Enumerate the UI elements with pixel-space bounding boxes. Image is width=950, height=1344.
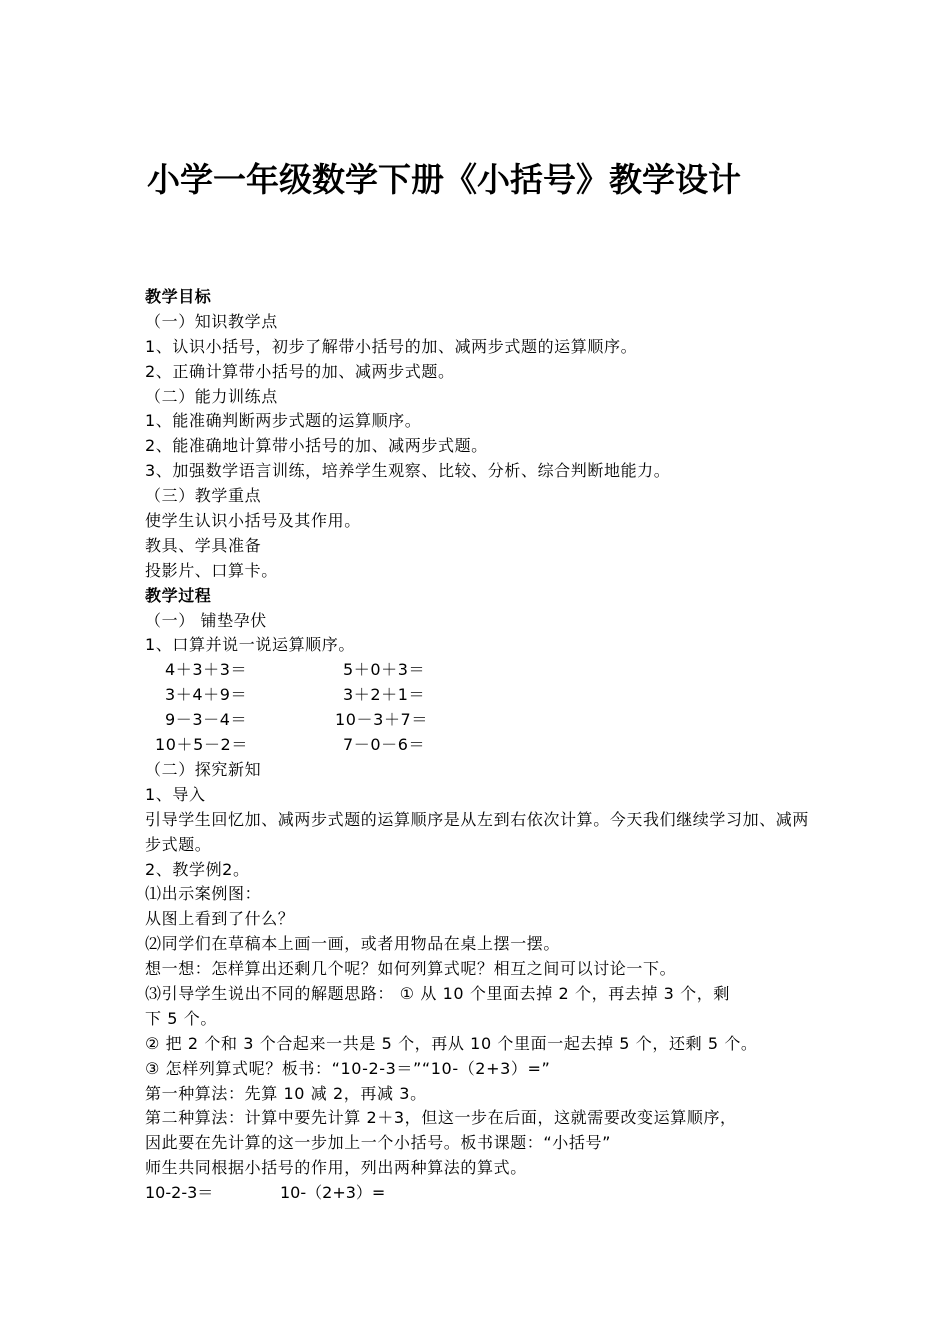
tools-heading: 教具、学具准备 bbox=[145, 535, 262, 555]
knowledge-item: 2、正确计算带小括号的加、减两步式题。 bbox=[145, 361, 455, 381]
formula-b: 10-（2+3）= bbox=[280, 1183, 386, 1203]
equation-row bbox=[145, 708, 815, 733]
summary-text: 师生共同根据小括号的作用，列出两种算法的算式。 bbox=[145, 1158, 527, 1178]
ability-item: 3、加强数学语言训练，培养学生观察、比较、分析、综合判断地能力。 bbox=[145, 461, 671, 481]
intro-text: 引导学生回忆加、减两步式题的运算顺序是从左到右依次计算。今天我们继续学习加、减两步式题。 bbox=[145, 809, 810, 854]
step1-task: 1、口算并说一说运算顺序。 bbox=[145, 635, 355, 655]
idea-line: 下 5 个。 bbox=[145, 1008, 217, 1028]
intro-heading: 1、导入 bbox=[145, 784, 206, 804]
example-heading: 2、教学例2。 bbox=[145, 859, 250, 879]
example-line: 想一想：怎样算出还剩几个呢？如何列算式呢？相互之间可以讨论一下。 bbox=[145, 959, 677, 979]
idea-line: ③ 怎样列算式呢？板书：“10-2-3＝”“10-（2+3）=” bbox=[145, 1058, 551, 1078]
equation-right: 3＋2＋1＝ bbox=[343, 685, 426, 705]
idea-line: ⑶引导学生说出不同的解题思路： ① 从 10 个里面去掉 2 个，再去掉 3 个，剩 bbox=[145, 983, 730, 1003]
equation-right: 10－3＋7＝ bbox=[335, 710, 428, 730]
equation-right: 7－0－6＝ bbox=[343, 735, 426, 755]
process-heading: 教学过程 bbox=[145, 585, 212, 605]
formula-row bbox=[145, 1181, 815, 1206]
example-line: ⑵同学们在草稿本上画一画，或者用物品在桌上摆一摆。 bbox=[145, 934, 561, 954]
equation-table bbox=[145, 658, 815, 758]
goals-heading: 教学目标 bbox=[145, 287, 212, 306]
focus-heading: （三）教学重点 bbox=[145, 486, 262, 506]
formula-a: 10-2-3＝ bbox=[145, 1183, 214, 1203]
method-two: 因此要在先计算的这一步加上一个小括号。板书课题：“小括号” bbox=[145, 1133, 611, 1153]
equation-left: 10＋5－2＝ bbox=[155, 735, 248, 755]
equation-row bbox=[145, 683, 815, 708]
example-line: ⑴出示案例图： bbox=[145, 884, 262, 904]
equation-row bbox=[145, 733, 815, 758]
equation-row bbox=[145, 658, 815, 683]
equation-left: 9－3－4＝ bbox=[165, 710, 248, 730]
document-body bbox=[145, 285, 815, 1206]
equation-left: 4＋3＋3＝ bbox=[165, 660, 248, 680]
step1-heading: （一） 铺垫孕伏 bbox=[145, 610, 267, 630]
page-title: 小学一年级数学下册《小括号》教学设计 bbox=[147, 160, 741, 199]
step2-heading: （二）探究新知 bbox=[145, 759, 262, 779]
equation-right: 5＋0＋3＝ bbox=[343, 660, 426, 680]
ability-item: 2、能准确地计算带小括号的加、减两步式题。 bbox=[145, 436, 488, 456]
ability-heading: （二）能力训练点 bbox=[145, 386, 278, 406]
method-two: 第二种算法：计算中要先计算 2＋3，但这一步在后面，这就需要改变运算顺序， bbox=[145, 1108, 737, 1128]
ability-item: 1、能准确判断两步式题的运算顺序。 bbox=[145, 411, 422, 431]
knowledge-heading: （一）知识教学点 bbox=[145, 311, 278, 331]
idea-line: ② 把 2 个和 3 个合起来一共是 5 个，再从 10 个里面一起去掉 5 个，还剩 5 个。 bbox=[145, 1033, 758, 1053]
equation-left: 3＋4＋9＝ bbox=[165, 685, 248, 705]
knowledge-item: 1、认识小括号，初步了解带小括号的加、减两步式题的运算顺序。 bbox=[145, 336, 638, 356]
tools-text: 投影片、口算卡。 bbox=[145, 560, 278, 580]
focus-text: 使学生认识小括号及其作用。 bbox=[145, 511, 361, 531]
example-line: 从图上看到了什么？ bbox=[145, 909, 295, 929]
method-one: 第一种算法：先算 10 减 2，再减 3。 bbox=[145, 1083, 427, 1103]
